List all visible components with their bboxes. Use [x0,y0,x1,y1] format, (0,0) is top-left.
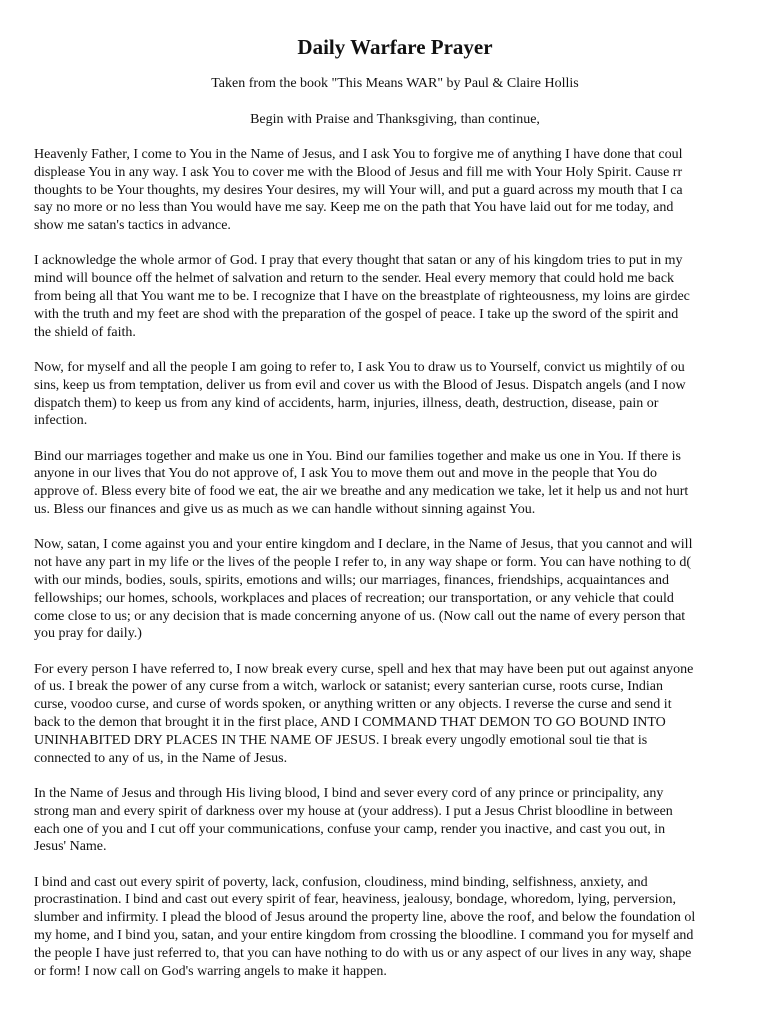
paragraph-line: I acknowledge the whole armor of God. I pray that every thought that satan or any of his kingdom tries to put in my [34,253,683,269]
paragraph-line: dispatch them) to keep us from any kind of accidents, harm, injuries, illness, death, destruction, disease, pain or [34,395,659,411]
paragraph-line: procrastination. I bind and cast out every spirit of fear, heaviness, jealousy, bondage, whoredom, lying, perversion, [34,892,676,908]
paragraph-line: anyone in our lives that You do not approve of, I ask You to move them out and move in the people that You do [34,466,657,482]
prayer-paragraph [34,448,768,519]
paragraph-line: the shield of faith. [34,324,136,340]
paragraph-line: Heavenly Father, I come to You in the Name of Jesus, and I ask You to forgive me of anything I have done that coul [34,147,683,162]
paragraph-line: come close to us; or any decision that is made concerning anyone of us. (Now call out the name of every person that [34,608,686,624]
source-line: Taken from the book "This Means WAR" by Paul & Claire Hollis [211,76,579,91]
paragraph-line: Jesus' Name. [34,839,107,855]
paragraph-line: not have any part in my life or the lives of the people I refer to, in any way shape or form. You can have nothing to d( [34,555,692,571]
prayer-body [34,146,768,998]
paragraph-line: fellowships; our homes, schools, workplaces and places of recreation; our transportation, or any vehicle that could [34,590,674,606]
paragraph-line: Now, satan, I come against you and your entire kingdom and I declare, in the Name of Jesus, that you cannot and will [34,537,693,553]
document-title: Daily Warfare Prayer [297,35,493,59]
prayer-paragraph [34,661,768,768]
paragraph-line: infection. [34,413,88,429]
paragraph-line: my home, and I bind you, satan, and your entire kingdom from crossing the bloodline. I command you for myself and [34,927,694,943]
paragraph-line: the people I have just referred to, that you can have nothing to do with us or any aspect of our lives in any way, shape [34,945,692,961]
prayer-paragraph [34,874,768,981]
prayer-paragraph [34,359,768,430]
paragraph-line: sins, keep us from temptation, deliver us from evil and cover us with the Blood of Jesus. Dispatch angels (and I now [34,377,686,393]
paragraph-line: or form! I now call on God's warring angels to make it happen. [34,963,387,979]
paragraph-line: show me satan's tactics in advance. [34,218,231,234]
paragraph-line: Bind our marriages together and make us one in You. Bind our families together and make us one in You. If there is [34,448,681,464]
paragraph-line: For every person I have referred to, I now break every curse, spell and hex that may have been put out against anyone [34,661,694,677]
prayer-paragraph [34,536,768,643]
paragraph-line: mind will bounce off the helmet of salvation and return to the sender. Heal every memory that could hold me back [34,271,675,287]
paragraph-line: you pray for daily.) [34,626,142,642]
paragraph-line: UNINHABITED DRY PLACES IN THE NAME OF JESUS. I break every ungodly emotional soul tie that is [34,732,648,748]
paragraph-line: Now, for myself and all the people I am going to refer to, I ask You to draw us to Yourself, convict us mightily of ou [34,359,685,375]
paragraph-line: connected to any of us, in the Name of Jesus. [34,750,288,766]
paragraph-line: with our minds, bodies, souls, spirits, emotions and wills; our marriages, finances, friendships, acquaintances and [34,572,669,588]
paragraph-line: curse, voodoo curse, and curse of words spoken, or anything written or any objects. I reverse the curse and send it [34,697,672,713]
paragraph-line: I bind and cast out every spirit of poverty, lack, confusion, cloudiness, mind binding, selfishness, anxiety, and [34,874,648,890]
paragraph-line: thoughts to be Your thoughts, my desires Your desires, my will Your will, and put a guard across my mouth that I ca [34,182,683,198]
paragraph-line: strong man and every spirit of darkness over my house at (your address). I put a Jesus Christ bloodline in between [34,803,673,819]
paragraph-line: slumber and infirmity. I plead the blood of Jesus around the property line, above the roof, and below the foundation ol [34,910,696,926]
paragraph-line: of us. I break the power of any curse from a witch, warlock or satanist; every santerian curse, roots curse, Indian [34,679,663,695]
paragraph-line: with the truth and my feet are shod with the preparation of the gospel of peace. I take up the sword of the spirit and [34,306,679,322]
prayer-paragraph [34,252,768,341]
paragraph-line: each one of you and I cut off your communications, confuse your camp, render you inactive, and cast you out, in [34,821,666,837]
paragraph-line: In the Name of Jesus and through His living blood, I bind and sever every cord of any prince or principality, any [34,785,664,801]
paragraph-line: say no more or no less than You would have me say. Keep me on the path that You have laid out for me today, and [34,200,674,216]
prayer-paragraph [34,146,768,235]
paragraph-line: us. Bless our finances and give us as much as we can handle without sinning against You. [34,502,536,518]
prayer-paragraph [34,785,768,856]
paragraph-line: from being all that You want me to be. I recognize that I have on the breastplate of righteousness, my loins are girdec [34,289,690,305]
paragraph-line: displease You in any way. I ask You to cover me with the Blood of Jesus and fill me with Your Holy Spirit. Cause rr [34,164,683,180]
paragraph-line: back to the demon that brought it in the first place, AND I COMMAND THAT DEMON TO GO BOUND INTO [34,715,666,731]
instruction-line: Begin with Praise and Thanksgiving, than continue, [250,112,540,127]
paragraph-line: approve of. Bless every bite of food we eat, the air we breathe and any medication we take, let it help us and not hurt [34,484,689,500]
